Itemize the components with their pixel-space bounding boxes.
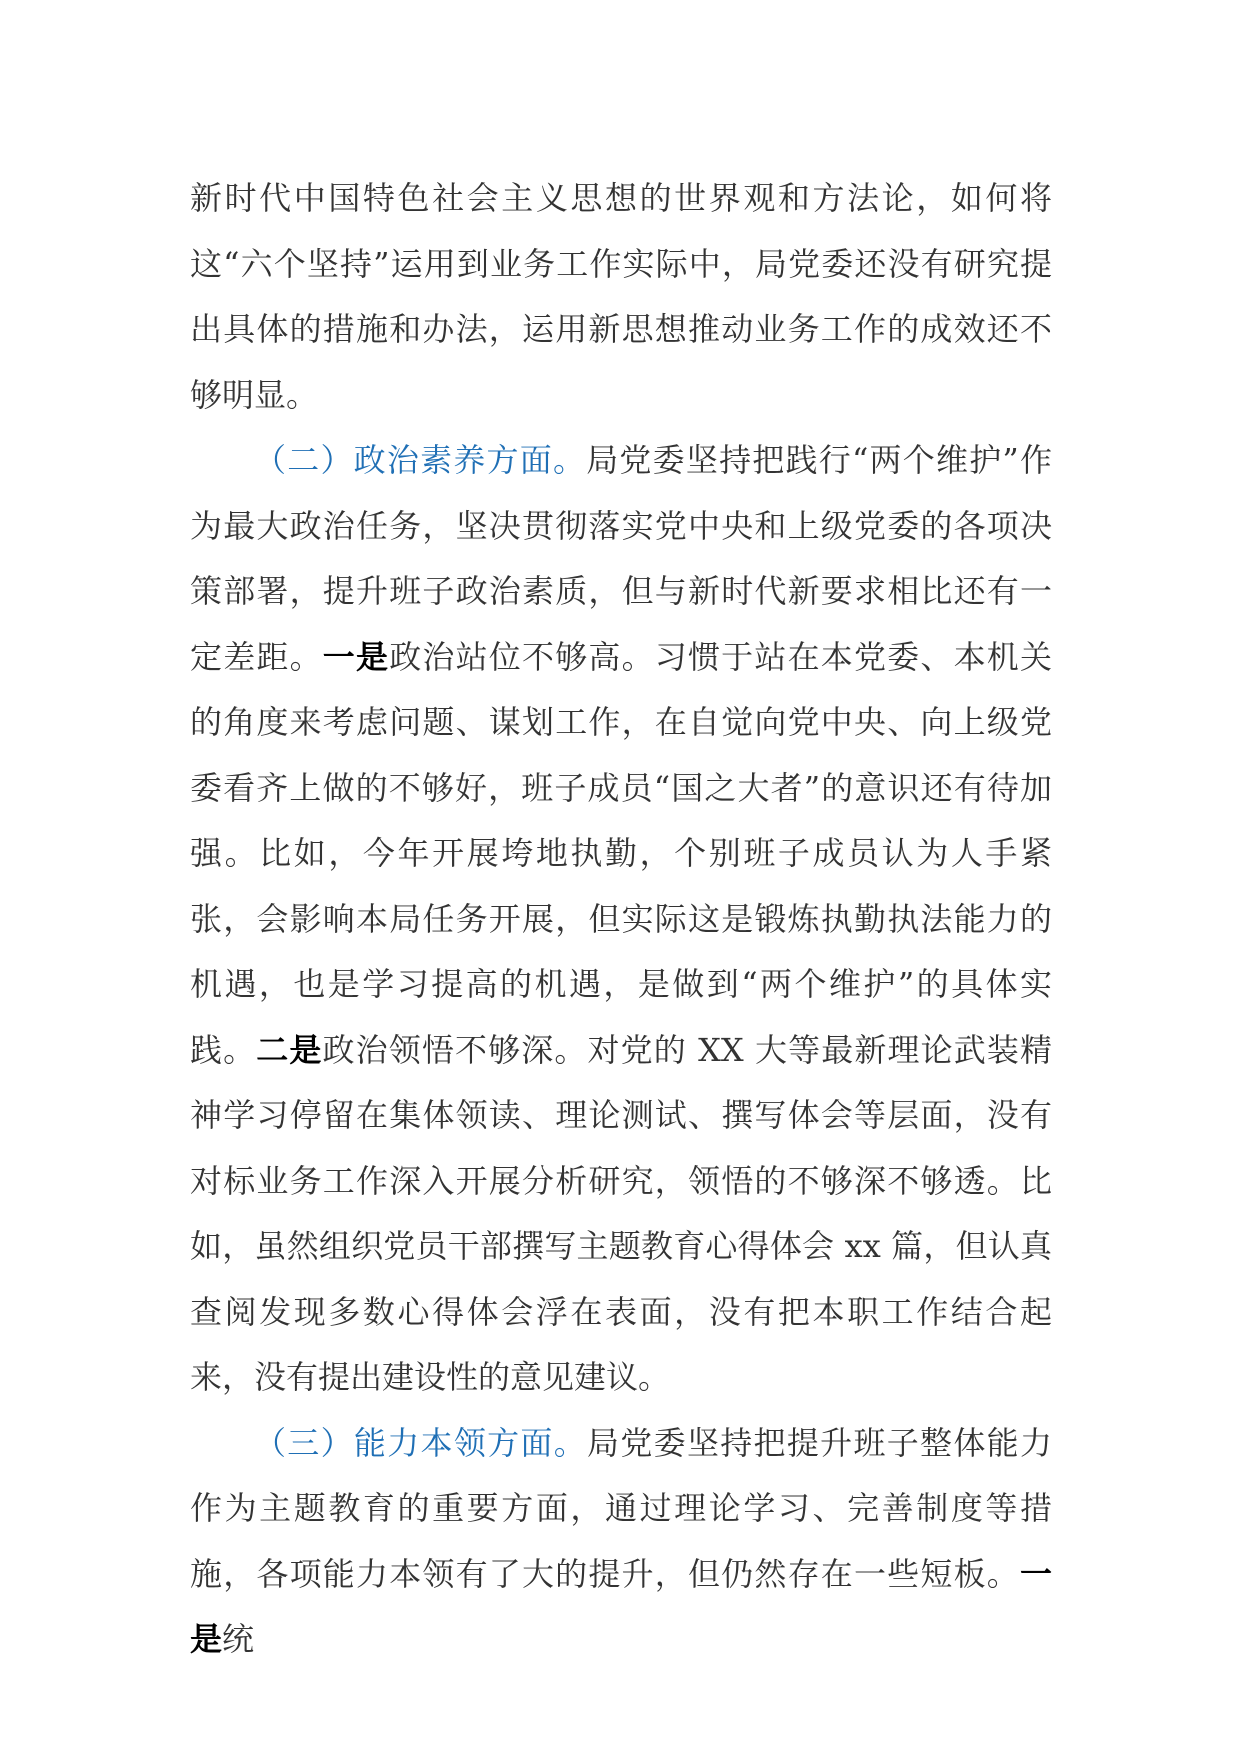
paragraph-text: 局党委坚持把践行“两个维护”作为最大政治任务，坚决贯彻落实党中央和上级党委的各项决策部署，提升班子政治素质，但与新时代新要求相比还有一定差距。 [190,441,1052,676]
bold-marker-second: 二是 [256,1030,323,1069]
paragraph-ability [190,1411,1052,1673]
paragraph-text: 政治站位不够高。习惯于站在本党委、本机关的角度来考虑问题、谋划工作，在自觉向党中央、向上级党委看齐上做的不够好，班子成员“国之大者”的意识还有待加强。比如，今年开展垮地执勤，个别班子成员认为人手紧张，会影响本局任务开展，但实际这是锻炼执勤执法能力的机遇，也是学习提高的机遇，是做到“两个维护”的具体实践。 [190,637,1052,1069]
document-body [190,166,1052,1673]
bold-marker-first: 一是 [190,1554,1052,1658]
paragraph-text: 统 [222,1620,255,1658]
paragraph-political-literacy [190,428,1052,1411]
section-heading-ability: （三）能力本领方面。 [254,1423,588,1462]
paragraph-continuation [190,166,1052,428]
paragraph-text: 政治领悟不够深。对党的 XX 大等最新理论武装精神学习停留在集体领读、理论测试、撰写体会等层面，没有对标业务工作深入开展分析研究，领悟的不够深不够透。比如，虽然组织党员干部撰写主题教育心得体会 xx 篇，但认真查阅发现多数心得体会浮在表面，没有把本职工作结合起来，没有提出建设性的意见建议。 [190,1030,1052,1396]
section-heading-political-literacy: （二）政治素养方面。 [254,441,587,479]
paragraph-text: 局党委坚持把提升班子整体能力作为主题教育的重要方面，通过理论学习、完善制度等措施，各项能力本领有了大的提升，但仍然存在一些短板。 [190,1423,1052,1593]
paragraph-text: 新时代中国特色社会主义思想的世界观和方法论，如何将这“六个坚持”运用到业务工作实际中，局党委还没有研究提出具体的措施和办法，运用新思想推动业务工作的成效还不够明显。 [190,179,1052,414]
bold-marker-first: 一是 [322,637,390,676]
